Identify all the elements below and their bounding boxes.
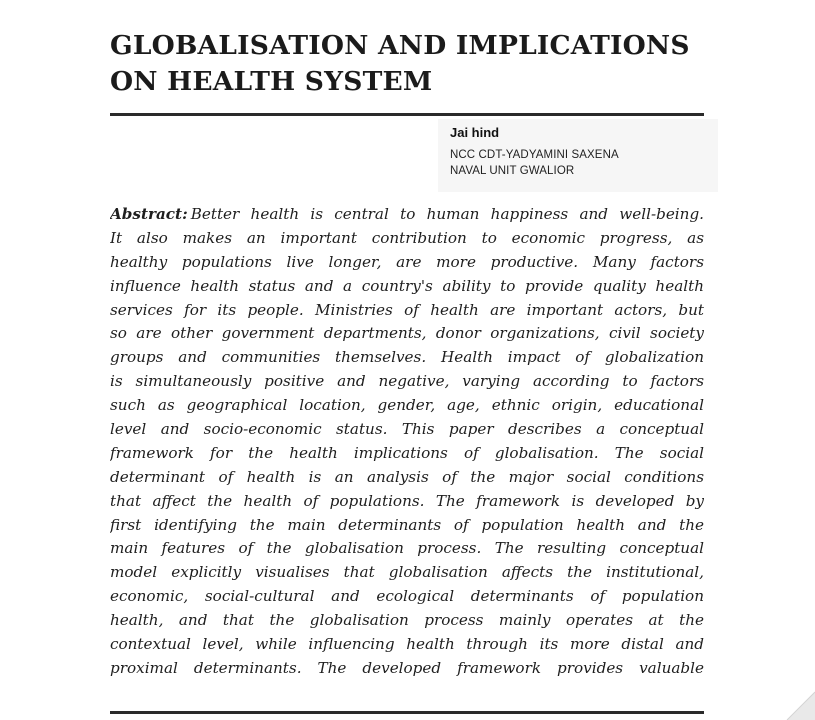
top-divider — [110, 113, 704, 116]
abstract-line: It also makes an important contribution to economic progress, as — [110, 228, 704, 247]
abstract-body — [110, 203, 704, 681]
author-heading: Jai hind — [450, 125, 500, 140]
title-line: GLOBALISATION AND IMPLICATIONS — [110, 30, 690, 61]
abstract-line: level and socio-economic status. This paper describes a conceptual — [110, 420, 704, 439]
abstract-line: such as geographical location, gender, age, ethnic origin, educational — [110, 396, 704, 415]
abstract-line: influence health status and a country's ability to provide quality health — [110, 276, 704, 295]
abstract-line: services for its people. Ministries of health are important actors, but — [110, 300, 704, 319]
abstract-text: Better health is central to human happiness and well-being. — [190, 205, 704, 223]
abstract-line: is simultaneously positive and negative, varying according to factors — [110, 372, 704, 391]
abstract-line: groups and communities themselves. Health impact of globalization — [110, 348, 704, 367]
abstract-line: framework for the health implications of globalisation. The social — [110, 443, 704, 462]
paper-title — [110, 28, 710, 100]
author-block — [438, 119, 718, 192]
abstract-line: health, and that the globalisation process mainly operates at the — [110, 611, 704, 630]
abstract-line: model explicitly visualises that globalisation affects the institutional, — [110, 563, 704, 582]
abstract-line: contextual level, while influencing health through its more distal and — [110, 635, 704, 654]
author-line: NCC CDT-YADYAMINI SAXENA — [450, 149, 619, 161]
abstract-line: so are other government departments, donor organizations, civil society — [110, 324, 704, 343]
abstract-line: proximal determinants. The developed framework provides valuable — [110, 658, 704, 677]
abstract-line: determinant of health is an analysis of the major social conditions — [110, 467, 704, 486]
abstract-line: economic, social-cultural and ecological determinants of population — [110, 587, 704, 606]
abstract-line: that affect the health of populations. The framework is developed by — [110, 491, 704, 510]
abstract-line: first identifying the main determinants of population health and the — [110, 515, 704, 534]
author-line: NAVAL UNIT GWALIOR — [450, 165, 575, 177]
abstract-line — [110, 203, 704, 227]
title-line: ON HEALTH SYSTEM — [110, 66, 433, 97]
abstract-label: Abstract: — [110, 205, 188, 223]
abstract-line: healthy populations live longer, are more productive. Many factors — [110, 252, 704, 271]
page-curl-icon — [775, 680, 815, 720]
abstract-line: main features of the globalisation process. The resulting conceptual — [110, 539, 704, 558]
bottom-divider — [110, 711, 704, 714]
